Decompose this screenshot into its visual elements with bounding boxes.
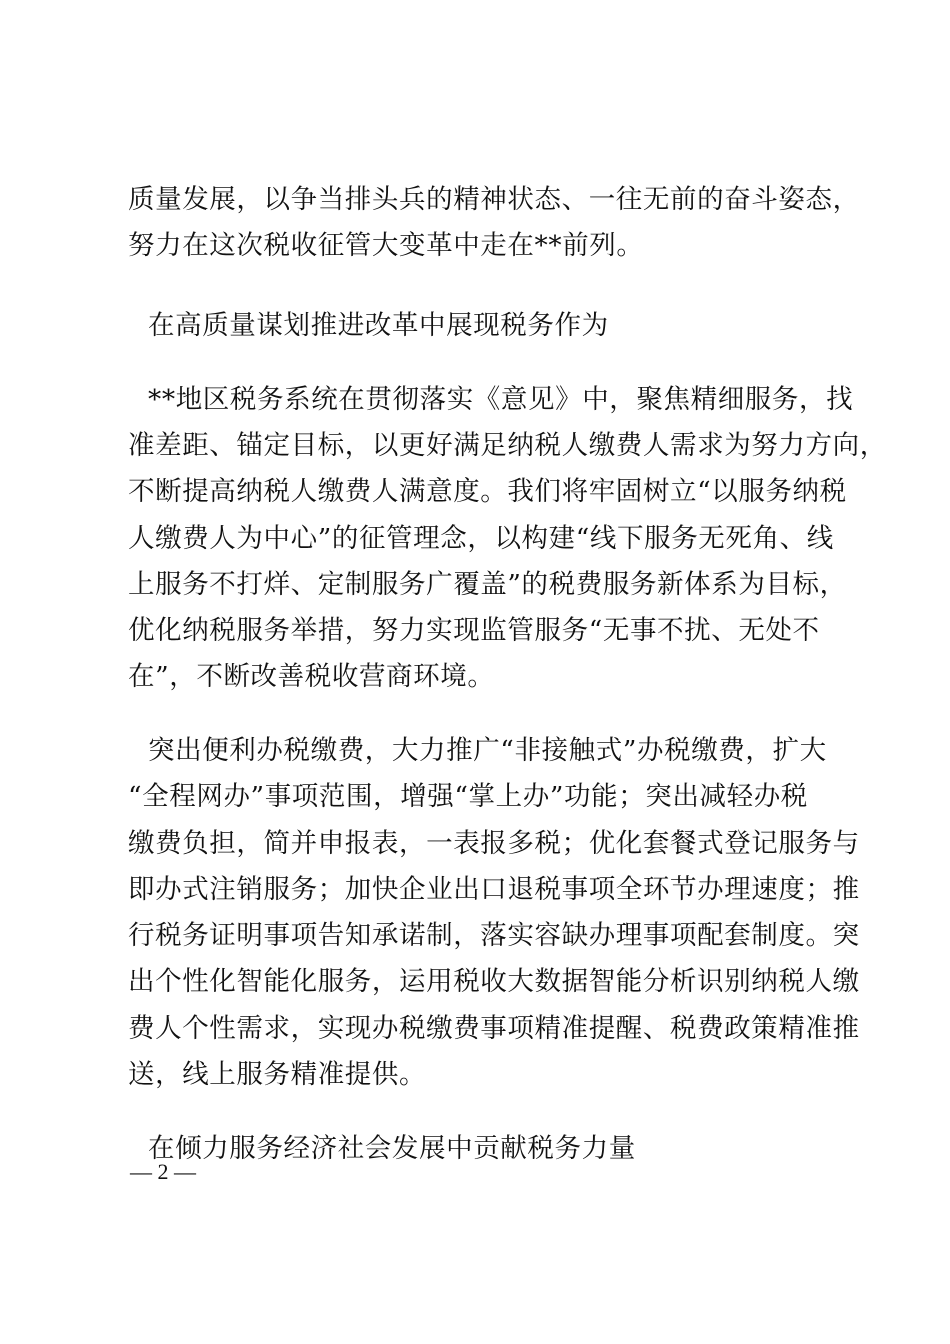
paragraph-line: 质量发展，以争当排头兵的精神状态、一往无前的奋斗姿态， bbox=[128, 184, 860, 215]
paragraph-line: 行税务证明事项告知承诺制，落实容缺办理事项配套制度。突 bbox=[128, 920, 860, 951]
paragraph-line: 缴费负担，简并申报表，一表报多税；优化套餐式登记服务与 bbox=[128, 828, 860, 859]
paragraph-line: 费人个性需求，实现办税缴费事项精准提醒、税费政策精准推 bbox=[128, 1013, 860, 1044]
paragraph-line: 即办式注销服务；加快企业出口退税事项全环节办理速度；推 bbox=[128, 874, 860, 905]
section-heading: 在倾力服务经济社会发展中贡献税务力量 bbox=[148, 1133, 636, 1164]
paragraph-line: “全程网办”事项范围，增强“掌上办”功能；突出减轻办税 bbox=[128, 781, 808, 812]
section-heading: 在高质量谋划推进改革中展现税务作为 bbox=[148, 310, 609, 341]
paragraph-line: 上服务不打烊、定制服务广覆盖”的税费服务新体系为目标， bbox=[128, 569, 847, 600]
paragraph-line: 出个性化智能化服务，运用税收大数据智能分析识别纳税人缴 bbox=[128, 966, 860, 997]
paragraph-line: 突出便利办税缴费，大力推广“非接触式”办税缴费，扩大 bbox=[148, 735, 827, 766]
page-number: — 2 — bbox=[130, 1159, 196, 1184]
paragraph-line: 不断提高纳税人缴费人满意度。我们将牢固树立“以服务纳税 bbox=[128, 476, 847, 507]
paragraph-line: 努力在这次税收征管大变革中走在**前列。 bbox=[128, 230, 644, 261]
paragraph-line: **地区税务系统在贯彻落实《意见》中，聚焦精细服务，找 bbox=[148, 384, 854, 415]
paragraph-line: 送，线上服务精准提供。 bbox=[128, 1059, 427, 1090]
paragraph-line: 人缴费人为中心”的征管理念，以构建“线下服务无死角、线 bbox=[128, 523, 834, 554]
paragraph-line: 在”，不断改善税收营商环境。 bbox=[128, 661, 495, 692]
paragraph-line: 准差距、锚定目标，以更好满足纳税人缴费人需求为努力方向， bbox=[128, 430, 887, 461]
paragraph-line: 优化纳税服务举措，努力实现监管服务“无事不扰、无处不 bbox=[128, 615, 820, 646]
